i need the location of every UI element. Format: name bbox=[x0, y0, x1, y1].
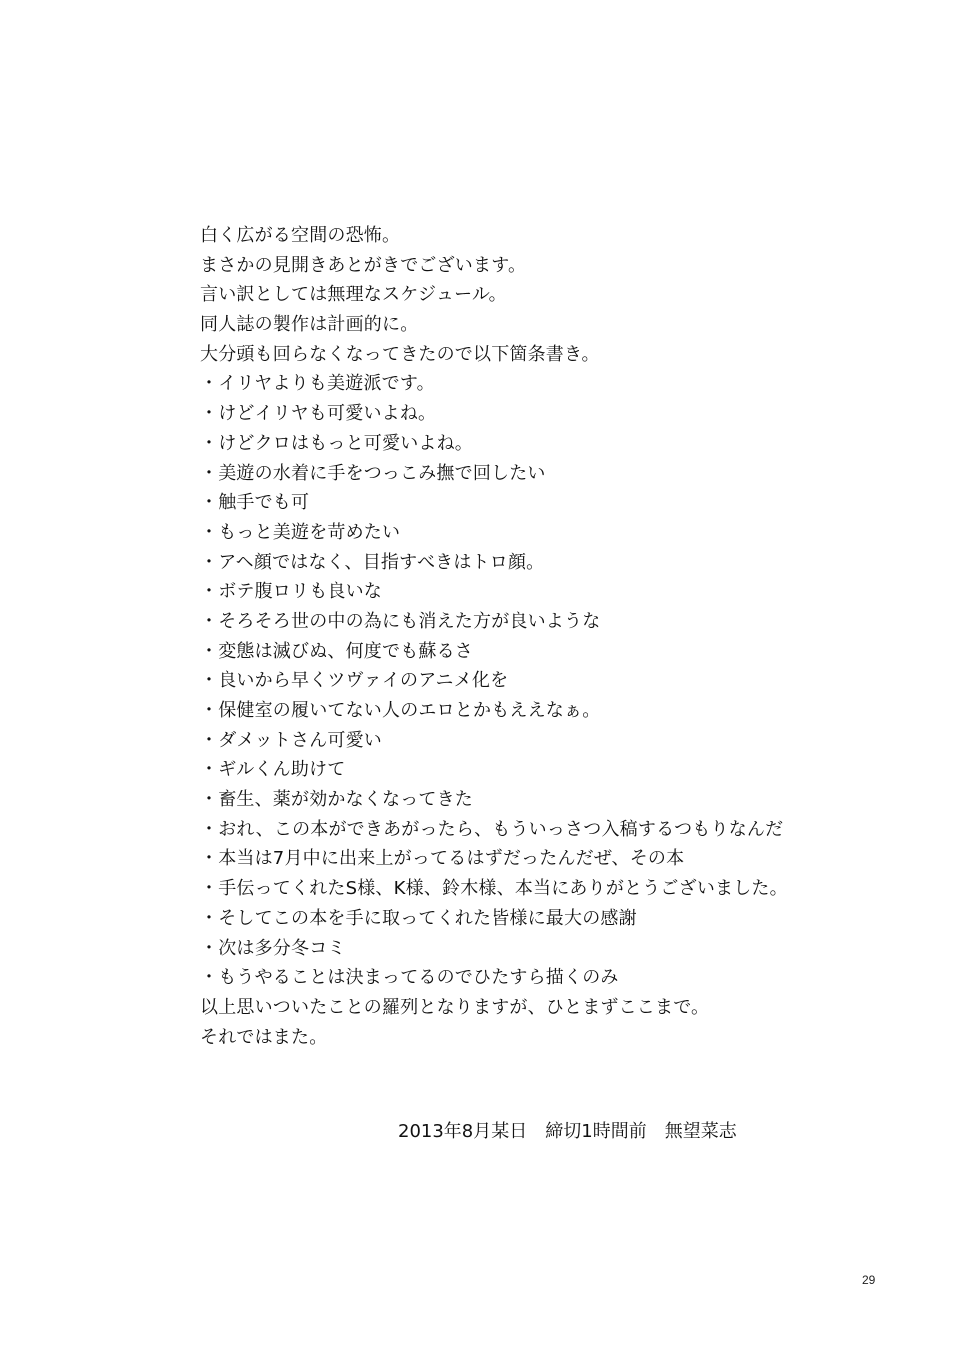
afterword-line: ・手伝ってくれたS様、K様、鈴木様、本当にありがとうございました。 bbox=[200, 878, 788, 900]
afterword-line: ・けどクロはもっと可愛いよね。 bbox=[200, 432, 473, 454]
afterword-line: 白く広がる空間の恐怖。 bbox=[200, 225, 401, 246]
afterword-line: それではまた。 bbox=[200, 1026, 328, 1048]
afterword-line: ・もっと美遊を苛めたい bbox=[200, 521, 401, 543]
afterword-line: ・触手でも可 bbox=[200, 492, 310, 514]
afterword-line: ・美遊の水着に手をつっこみ撫で回したい bbox=[200, 462, 546, 484]
afterword-line: まさかの見開きあとがきでございます。 bbox=[200, 254, 527, 276]
page-number: 29 bbox=[862, 1273, 876, 1287]
afterword-line: ・もうやることは決まってるのでひたすら描くのみ bbox=[200, 967, 619, 989]
afterword-line: ・畜生、薬が効かなくなってきた bbox=[200, 789, 473, 811]
afterword-line: ・おれ、この本ができあがったら、もういっさつ入稿するつもりなんだ bbox=[200, 818, 784, 840]
afterword-line: 以上思いついたことの羅列となりますが、ひとまずここまで。 bbox=[200, 996, 710, 1018]
afterword-text bbox=[200, 221, 900, 1052]
afterword-line: ・そしてこの本を手に取ってくれた皆様に最大の感謝 bbox=[200, 907, 637, 929]
afterword-line: ・そろそろ世の中の為にも消えた方が良いような bbox=[200, 610, 601, 632]
afterword-line: ・ボテ腹ロリも良いな bbox=[200, 581, 382, 603]
afterword-line: ・次は多分冬コミ bbox=[200, 937, 346, 959]
signature-line: 2013年8月某日 締切1時間前 無望菜志 bbox=[398, 1121, 737, 1142]
afterword-line: ・ダメットさん可愛い bbox=[200, 729, 382, 751]
afterword-line: ・良いから早くツヴァイのアニメ化を bbox=[200, 670, 509, 692]
afterword-line: 同人誌の製作は計画的に。 bbox=[200, 314, 419, 336]
afterword-line: ・変態は滅びぬ、何度でも蘇るさ bbox=[200, 640, 473, 662]
afterword-line: ・保健室の履いてない人のエロとかもええなぁ。 bbox=[200, 700, 601, 721]
afterword-line: ・本当は7月中に出来上がってるはずだったんだぜ、その本 bbox=[200, 848, 685, 870]
afterword-line: ・けどイリヤも可愛いよね。 bbox=[200, 403, 437, 425]
afterword-line: ・アヘ顔ではなく、目指すべきはトロ顔。 bbox=[200, 551, 545, 573]
afterword-line: ・ギルくん助けて bbox=[200, 759, 346, 781]
afterword-line: 言い訳としては無理なスケジュール。 bbox=[200, 284, 507, 306]
afterword-line: ・イリヤよりも美遊派です。 bbox=[200, 373, 435, 395]
afterword-line: 大分頭も回らなくなってきたので以下箇条書き。 bbox=[200, 343, 600, 365]
